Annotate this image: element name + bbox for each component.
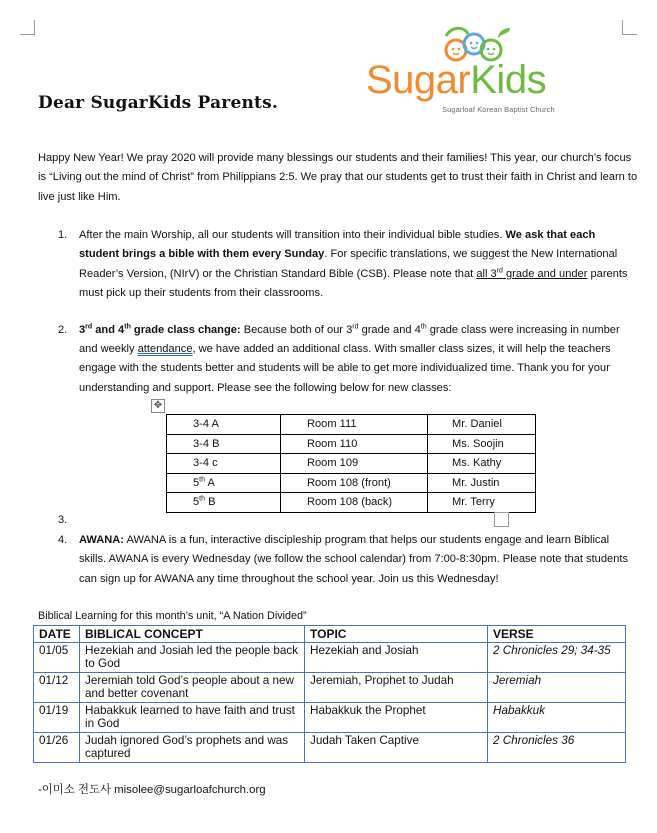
list-item-2 [38, 321, 638, 399]
awana-label: AWANA: [79, 534, 124, 546]
crop-mark-top-right [622, 20, 637, 35]
class-grade-sup: th [199, 476, 206, 484]
class-teacher: Ms. Kathy [428, 454, 536, 474]
item1-underline-pre: all 3 [476, 267, 497, 280]
item1-underline-sup: rd [496, 267, 503, 275]
class-grade [167, 415, 281, 435]
table-row [167, 434, 536, 454]
item2-text-a: Because both of our 3 [240, 323, 353, 336]
table-row [34, 703, 626, 733]
unit-topic: Hezekiah and Josiah [305, 643, 488, 673]
crop-mark-top-left [20, 20, 35, 35]
logo-church-name: Sugarloaf Korean Baptist Church [442, 105, 555, 114]
unit-date: 01/19 [34, 703, 80, 733]
table-resize-handle-icon[interactable] [494, 512, 509, 527]
class-room: Room 111 [281, 415, 428, 435]
table-row [167, 493, 536, 513]
class-room: Room 108 (front) [281, 473, 428, 493]
class-grade-main: 3-4 A [193, 418, 219, 431]
header-topic: TOPIC [305, 626, 488, 643]
class-room: Room 108 (back) [281, 493, 428, 513]
unit-concept: Jeremiah told God’s people about a new and better covenant [80, 673, 305, 703]
list-number: 2. [58, 323, 68, 336]
class-grade-sup: th [199, 495, 206, 503]
unit-verse: Habakkuk [488, 703, 626, 733]
item2-sup-b: th [420, 322, 427, 330]
class-grade-main: 5 [193, 476, 200, 489]
unit-date: 01/12 [34, 673, 80, 703]
item1-bold-request: We ask that each student brings a bible with them every Sunday [79, 229, 596, 261]
unit-verse: 2 Chronicles 29; 34-35 [488, 643, 626, 673]
item1-text-c: parents must pick up their students from their classrooms. [79, 267, 628, 300]
unit-table [33, 625, 626, 763]
item2-bold-c: grade class change: [130, 323, 241, 336]
item2-bold-heading [79, 324, 241, 336]
table-row [34, 673, 626, 703]
header-concept: BIBLICAL CONCEPT [80, 626, 305, 643]
unit-topic: Judah Taken Captive [305, 733, 488, 763]
class-grade-main: 5 [193, 496, 200, 509]
item2-sup-a: rd [352, 322, 359, 330]
item1-text-b: . For specific translations, we suggest the New International Reader’s Version, (NIrV) or the Christian Standard Bible (CSB). Please note that [79, 248, 618, 280]
item1-underlined [476, 268, 587, 280]
item2-text-d: , we have added an additional class. With smaller class sizes, it will help the teachers engage with the students better and students will be able to get more individualized time. Thank you for your understanding and support. Please see the following below for new classes: [79, 343, 611, 394]
unit-date: 01/05 [34, 643, 80, 673]
item2-bold-b: and 4 [92, 323, 125, 336]
class-table [166, 414, 536, 513]
item1-underline-post: grade and under [502, 267, 588, 280]
item2-bold-sup-b: th [124, 322, 131, 330]
greeting-heading: Dear SugarKids Parents. [38, 93, 278, 113]
unit-topic: Jeremiah, Prophet to Judah [305, 673, 488, 703]
class-grade [167, 454, 281, 474]
logo-word-kids: Kids [470, 58, 547, 102]
intro-paragraph: Happy New Year! We pray 2020 will provide many blessings our students and their families! This year, our church’s focus is “Living out the mind of Christ” from Philippians 2:5. We pray that our students get to trust their faith in Christ and learn to live just like Him. [38, 152, 638, 203]
class-grade [167, 493, 281, 513]
header-date: DATE [34, 626, 80, 643]
table-row [34, 733, 626, 763]
logo-wordmark [366, 58, 546, 102]
table-row [167, 473, 536, 493]
table-move-handle-icon[interactable]: ✥ [151, 399, 165, 413]
unit-verse: 2 Chronicles 36 [488, 733, 626, 763]
item2-bold-a: 3 [79, 323, 86, 336]
sugarkids-logo [366, 24, 566, 116]
table-row [167, 415, 536, 435]
list-number: 4. [58, 534, 68, 546]
unit-concept: Habakkuk learned to have faith and trust in God [80, 703, 305, 733]
list-item-4 [38, 531, 638, 589]
class-grade-main: 3-4 B [193, 437, 220, 450]
table-row [34, 643, 626, 673]
item1-text-a: After the main Worship, all our students will transition into their individual bible studies. [79, 229, 506, 241]
class-grade [167, 434, 281, 454]
awana-text: AWANA is a fun, interactive discipleship program that helps our students engage and learn Biblical skills. AWANA is every Wednesday (we follow the school calendar) from 7:00-8:30pm. Please note that students can sign up for AWANA any time throughout the school year. Join us this Wednesday! [79, 534, 628, 585]
unit-table-header-row [34, 626, 626, 643]
class-teacher: Mr. Justin [428, 473, 536, 493]
class-grade-main: 3-4 c [193, 457, 218, 470]
item2-text-c: grade class were increasing in number and weekly [79, 323, 620, 356]
class-grade-rest: A [205, 476, 215, 489]
unit-concept: Hezekiah and Josiah led the people back to God [80, 643, 305, 673]
list-item-1 [38, 226, 638, 304]
table-row [167, 454, 536, 474]
grammar-flagged-word[interactable]: attendance [137, 343, 193, 356]
class-teacher: Ms. Soojin [428, 434, 536, 454]
class-grade-rest: B [205, 496, 216, 509]
class-room: Room 110 [281, 434, 428, 454]
unit-caption: Biblical Learning for this month’s unit, “A Nation Divided” [38, 610, 307, 622]
list-number: 1. [58, 229, 68, 241]
empty-list-number: 3. [58, 514, 68, 526]
class-grade [167, 473, 281, 493]
class-room: Room 109 [281, 454, 428, 474]
signature: -이미소 전도사 misolee@sugarloafchurch.org [38, 784, 266, 796]
awana-item [38, 531, 638, 589]
unit-verse: Jeremiah [488, 673, 626, 703]
header-verse: VERSE [488, 626, 626, 643]
numbered-list [38, 226, 638, 415]
class-teacher: Mr. Terry [428, 493, 536, 513]
unit-concept: Judah ignored God’s prophets and was captured [80, 733, 305, 763]
class-teacher: Mr. Daniel [428, 415, 536, 435]
logo-word-sugar: Sugar [366, 58, 471, 102]
unit-topic: Habakkuk the Prophet [305, 703, 488, 733]
unit-date: 01/26 [34, 733, 80, 763]
item2-bold-sup-a: rd [85, 322, 93, 330]
item2-text-b: grade and 4 [358, 323, 421, 336]
